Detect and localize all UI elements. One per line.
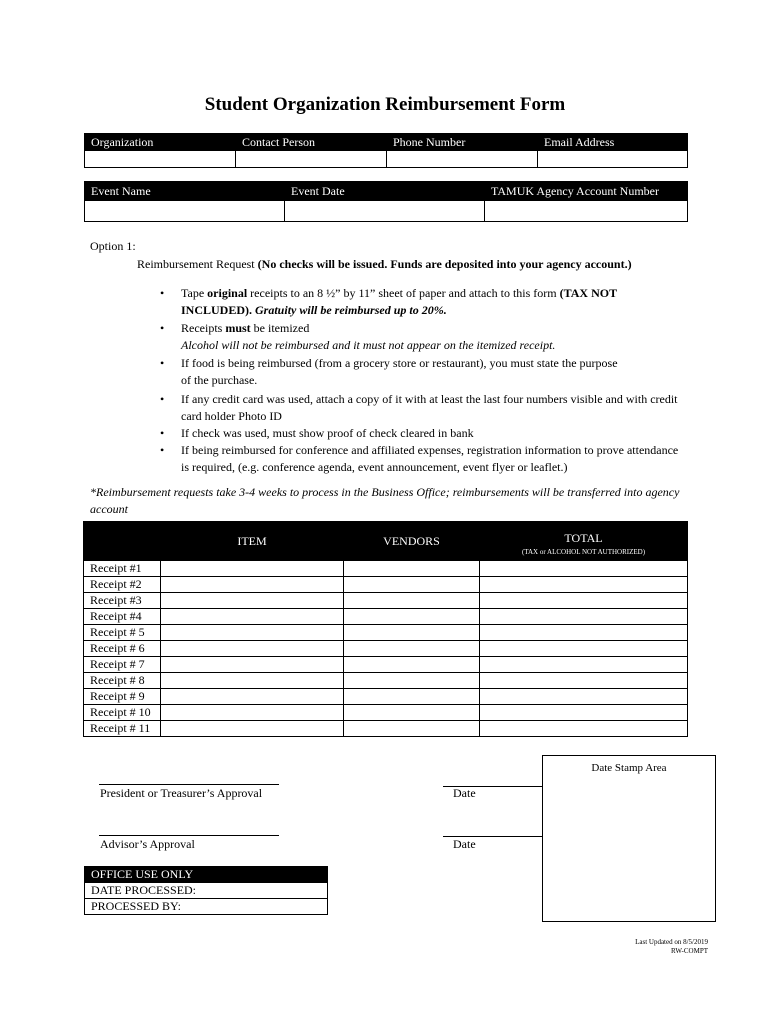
text: If check was used, must show proof of check cleared in bank: [181, 426, 474, 440]
total-cell[interactable]: [480, 625, 688, 641]
table-row: [84, 641, 688, 657]
list-item: [160, 442, 680, 476]
total-cell[interactable]: [480, 689, 688, 705]
text-bold: original: [207, 286, 248, 300]
vendor-cell[interactable]: [344, 721, 480, 737]
contact-table: [84, 133, 688, 168]
reimbursement-request: [137, 257, 632, 272]
table-row: [85, 899, 328, 915]
contact-header-row: [85, 134, 688, 151]
header-total: [480, 522, 688, 561]
table-row: [84, 657, 688, 673]
text: be itemized: [250, 321, 310, 335]
event-table: [84, 181, 688, 222]
bullet-marker: •: [160, 356, 165, 370]
receipts-header-row: [84, 522, 688, 561]
item-cell[interactable]: [161, 673, 344, 689]
total-cell[interactable]: [480, 641, 688, 657]
header-event-date: Event Date: [285, 182, 485, 201]
receipt-label: Receipt # 6: [84, 641, 161, 657]
text: If being reimbursed for conference and affiliated expenses, registration information to prove attendance is required, (e.g. conference agenda, event announcement, event flyer or leaflet.): [181, 443, 679, 474]
date-stamp-area: [542, 755, 716, 922]
table-row: [84, 625, 688, 641]
text: Tape: [181, 286, 208, 300]
total-cell[interactable]: [480, 721, 688, 737]
bullet-marker: •: [160, 426, 165, 440]
event-name-field[interactable]: [85, 201, 285, 222]
item-cell[interactable]: [161, 593, 344, 609]
total-cell[interactable]: [480, 593, 688, 609]
table-row: [85, 883, 328, 899]
header-agency-account: TAMUK Agency Account Number: [485, 182, 688, 201]
event-input-row: [85, 201, 688, 222]
header-vendors: VENDORS: [344, 522, 480, 561]
item-cell[interactable]: [161, 657, 344, 673]
header-organization: Organization: [85, 134, 236, 151]
item-cell[interactable]: [161, 689, 344, 705]
vendor-cell[interactable]: [344, 561, 480, 577]
bullet-marker: •: [160, 321, 165, 335]
receipts-table: [83, 521, 688, 737]
date-label-1: Date: [453, 786, 476, 800]
item-cell[interactable]: [161, 625, 344, 641]
receipt-label: Receipt # 5: [84, 625, 161, 641]
event-date-field[interactable]: [285, 201, 485, 222]
header-total-label: TOTAL: [564, 530, 603, 545]
date-label-2: Date: [453, 837, 476, 851]
table-row: [84, 705, 688, 721]
item-cell[interactable]: [161, 609, 344, 625]
processed-by-label: PROCESSED BY:: [85, 899, 328, 915]
date-processed-label: DATE PROCESSED:: [85, 883, 328, 899]
request-bold-note: (No checks will be issued. Funds are deposited into your agency account.): [257, 257, 632, 271]
vendor-cell[interactable]: [344, 609, 480, 625]
receipt-label: Receipt # 8: [84, 673, 161, 689]
text: If food is being reimbursed (from a grocery store or restaurant), you must state the purpose of the purchase.: [181, 356, 618, 387]
receipt-label: Receipt # 9: [84, 689, 161, 705]
text-bold: (TAX NOT INCLUDED).: [181, 286, 617, 317]
total-cell[interactable]: [480, 657, 688, 673]
text: Receipts: [181, 321, 226, 335]
receipt-label: Receipt # 10: [84, 705, 161, 721]
list-item: [160, 391, 680, 425]
header-total-note: (TAX or ALCOHOL NOT AUTHORIZED): [521, 547, 646, 556]
list-item: [160, 320, 680, 354]
table-row: [84, 673, 688, 689]
total-cell[interactable]: [480, 577, 688, 593]
last-updated: Last Updated on 8/5/2019: [635, 938, 708, 946]
table-row: [84, 609, 688, 625]
header-event-name: Event Name: [85, 182, 285, 201]
office-use-header: OFFICE USE ONLY: [85, 867, 328, 883]
list-item: [160, 355, 680, 389]
bullet-marker: •: [160, 443, 165, 457]
president-approval-label: President or Treasurer’s Approval: [100, 786, 263, 800]
office-header-row: [85, 867, 328, 883]
advisor-signature-line[interactable]: [99, 835, 279, 836]
text-bold: must: [225, 321, 251, 335]
vendor-cell[interactable]: [344, 705, 480, 721]
total-cell[interactable]: [480, 673, 688, 689]
receipt-label: Receipt #1: [84, 561, 161, 577]
header-email-address: Email Address: [538, 134, 688, 151]
header-blank: [84, 522, 161, 561]
phone-number-field[interactable]: [387, 151, 538, 168]
header-contact-person: Contact Person: [236, 134, 387, 151]
vendor-cell[interactable]: [344, 577, 480, 593]
vendor-cell[interactable]: [344, 625, 480, 641]
request-prefix: Reimbursement Request: [137, 257, 258, 271]
email-address-field[interactable]: [538, 151, 688, 168]
event-header-row: [85, 182, 688, 201]
processing-note: *Reimbursement requests take 3-4 weeks to process in the Business Office; reimbursements will be transferred into agency account: [90, 485, 680, 516]
text-italic: Alcohol will not be reimbursed and it must not appear on the itemized receipt.: [181, 338, 556, 352]
organization-field[interactable]: [85, 151, 236, 168]
item-cell[interactable]: [161, 561, 344, 577]
vendor-cell[interactable]: [344, 641, 480, 657]
receipt-label: Receipt #4: [84, 609, 161, 625]
header-phone-number: Phone Number: [387, 134, 538, 151]
item-cell[interactable]: [161, 641, 344, 657]
list-item: [160, 285, 680, 319]
header-item: ITEM: [161, 522, 344, 561]
agency-account-field[interactable]: [485, 201, 688, 222]
text: receipts to an 8 ½” by 11” sheet of paper and attach to this form: [247, 286, 560, 300]
item-cell[interactable]: [161, 577, 344, 593]
receipt-label: Receipt # 7: [84, 657, 161, 673]
text: If any credit card was used, attach a copy of it with at least the last four numbers visible and with credit card holder Photo ID: [181, 392, 678, 423]
text-bold-italic: Gratuity will be reimbursed up to 20%.: [252, 303, 447, 317]
contact-person-field[interactable]: [236, 151, 387, 168]
item-cell[interactable]: [161, 721, 344, 737]
contact-input-row: [85, 151, 688, 168]
vendor-cell[interactable]: [344, 673, 480, 689]
vendor-cell[interactable]: [344, 593, 480, 609]
table-row: [84, 721, 688, 737]
total-cell[interactable]: [480, 609, 688, 625]
table-row: [84, 593, 688, 609]
list-item: [160, 425, 680, 442]
bullet-marker: •: [160, 286, 165, 300]
bullet-marker: •: [160, 392, 165, 406]
receipt-label: Receipt # 11: [84, 721, 161, 737]
receipt-label: Receipt #2: [84, 577, 161, 593]
vendor-cell[interactable]: [344, 657, 480, 673]
table-row: [84, 577, 688, 593]
table-row: [84, 689, 688, 705]
total-cell[interactable]: [480, 561, 688, 577]
option-label: Option 1:: [90, 239, 136, 253]
instructions-list: [160, 285, 680, 476]
form-code: RW-COMPT: [671, 947, 708, 955]
receipt-label: Receipt #3: [84, 593, 161, 609]
president-signature-line[interactable]: [99, 784, 279, 785]
page-title: Student Organization Reimbursement Form: [204, 94, 566, 115]
vendor-cell[interactable]: [344, 689, 480, 705]
total-cell[interactable]: [480, 705, 688, 721]
office-use-table: [84, 866, 328, 915]
advisor-approval-label: Advisor’s Approval: [100, 837, 195, 851]
item-cell[interactable]: [161, 705, 344, 721]
table-row: [84, 561, 688, 577]
date-stamp-label: Date Stamp Area: [591, 762, 667, 774]
